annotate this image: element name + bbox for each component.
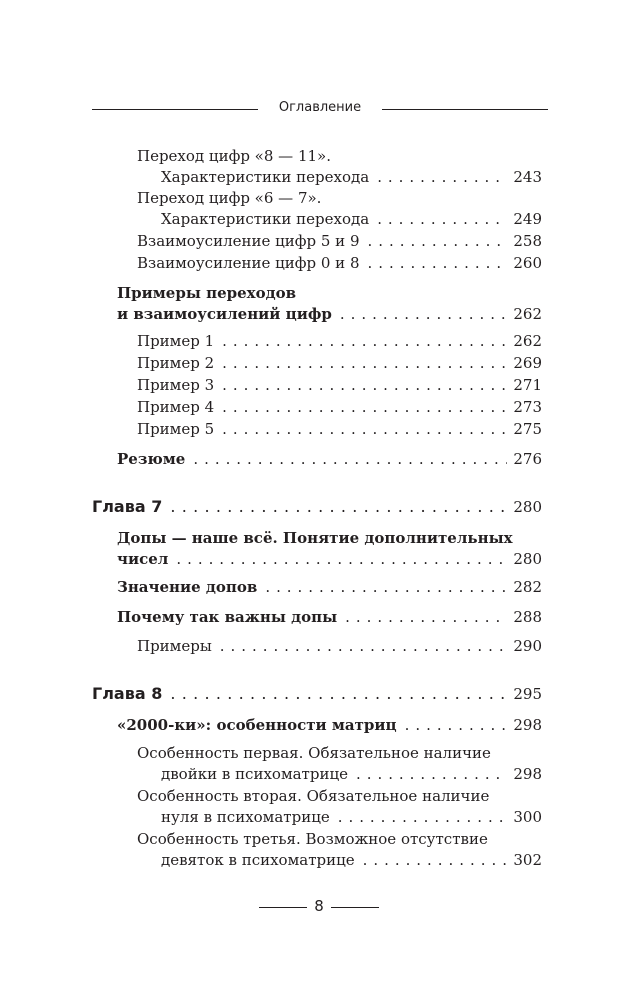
header-rule-right: [382, 109, 548, 110]
toc-entry-page: 269: [513, 354, 542, 372]
toc-entry-line1: Особенность первая. Обязательное наличие: [137, 744, 491, 762]
toc-entry[interactable]: [137, 331, 542, 352]
toc-section[interactable]: [117, 577, 542, 598]
toc-entry[interactable]: [137, 786, 542, 828]
toc-entry[interactable]: [137, 397, 542, 418]
toc-entry-page: 260: [513, 254, 542, 272]
toc-entry[interactable]: [137, 146, 542, 188]
toc-chapter[interactable]: [92, 496, 542, 517]
toc-section[interactable]: [117, 449, 542, 470]
footer-rule-right: [331, 907, 379, 908]
toc-entry-title: Взаимоусиление цифр 5 и 9: [137, 232, 360, 250]
toc-entry-line1: Особенность вторая. Обязательное наличие: [137, 787, 490, 805]
header-title: Оглавление: [278, 100, 362, 115]
leader-dots: [170, 683, 507, 704]
toc-entry-page: 290: [513, 637, 542, 655]
toc-entry-title: Пример 2: [137, 354, 215, 372]
toc-entry-page: 249: [513, 210, 542, 228]
toc-entry-line2: двойки в психоматрице: [161, 765, 348, 783]
toc-section-page: 288: [513, 608, 542, 626]
toc-entry-page: 243: [513, 168, 542, 186]
toc-entry-line2: Характеристики перехода: [161, 210, 370, 228]
toc-section-line2: чисел: [117, 550, 169, 568]
toc-section-line1: Примеры переходов: [117, 284, 297, 302]
toc-section[interactable]: [117, 528, 542, 570]
toc-entry[interactable]: [137, 419, 542, 440]
toc-chapter[interactable]: [92, 683, 542, 704]
toc-entry[interactable]: [137, 253, 542, 274]
leader-dots: [222, 331, 507, 352]
toc-section-title: Резюме: [117, 450, 186, 468]
toc-section-page: 282: [513, 578, 542, 596]
toc-section-title: Почему так важны допы: [117, 608, 338, 626]
toc-chapter-page: 295: [513, 685, 542, 703]
toc-section-page: 262: [513, 305, 542, 323]
leader-dots: [338, 807, 508, 828]
toc-entry-page: 262: [513, 332, 542, 350]
toc-entry[interactable]: [137, 231, 542, 252]
toc-entry-page: 300: [513, 808, 542, 826]
toc-entry-page: 258: [513, 232, 542, 250]
leader-dots: [363, 850, 508, 871]
toc-section[interactable]: [117, 715, 542, 736]
running-header: [92, 99, 548, 119]
toc-section-title: «2000-ки»: особенности матриц: [117, 716, 397, 734]
toc-entry[interactable]: [137, 636, 542, 657]
leader-dots: [222, 353, 507, 374]
toc-entry-line1: Особенность третья. Возможное отсутствие: [137, 830, 488, 848]
toc-entry-page: 302: [513, 851, 542, 869]
toc-section-page: 280: [513, 550, 542, 568]
toc-entry[interactable]: [137, 375, 542, 396]
leader-dots: [222, 397, 507, 418]
toc-entry-page: 298: [513, 765, 542, 783]
toc-entry[interactable]: [137, 743, 542, 785]
toc-entry-title: Примеры: [137, 637, 212, 655]
leader-dots: [356, 764, 507, 785]
toc-section-page: 298: [513, 716, 542, 734]
leader-dots: [176, 549, 507, 570]
toc-section-title: Значение допов: [117, 578, 258, 596]
leader-dots: [222, 375, 507, 396]
toc-entry[interactable]: [137, 188, 542, 230]
page-number: 8: [314, 897, 324, 915]
toc-section-page: 276: [513, 450, 542, 468]
leader-dots: [368, 253, 508, 274]
leader-dots: [265, 577, 507, 598]
toc-chapter-title: Глава 7: [92, 497, 163, 516]
toc-entry-page: 275: [513, 420, 542, 438]
toc-entry-line2: нуля в психоматрице: [161, 808, 330, 826]
leader-dots: [368, 231, 508, 252]
leader-dots: [340, 304, 507, 325]
toc-entry[interactable]: [137, 829, 542, 871]
leader-dots: [220, 636, 508, 657]
toc-entry-line2: девяток в психоматрице: [161, 851, 355, 869]
toc-entry-line2: Характеристики перехода: [161, 168, 370, 186]
page-footer: [259, 897, 379, 917]
leader-dots: [377, 209, 507, 230]
toc-entry-title: Пример 5: [137, 420, 215, 438]
leader-dots: [377, 167, 507, 188]
toc-section-line1: Допы — наше всё. Понятие дополнительных: [117, 529, 513, 547]
toc-chapter-title: Глава 8: [92, 684, 163, 703]
leader-dots: [170, 496, 507, 517]
toc-entry-title: Пример 3: [137, 376, 215, 394]
leader-dots: [193, 449, 507, 470]
toc-chapter-page: 280: [513, 498, 542, 516]
toc-entry-line1: Переход цифр «8 — 11».: [137, 147, 331, 165]
toc-entry-line1: Переход цифр «6 — 7».: [137, 189, 322, 207]
toc-entry-title: Взаимоусиление цифр 0 и 8: [137, 254, 360, 272]
leader-dots: [222, 419, 507, 440]
toc-section-line2: и взаимоусилений цифр: [117, 305, 332, 323]
toc-section[interactable]: [117, 607, 542, 628]
toc-entry-title: Пример 1: [137, 332, 215, 350]
toc-section[interactable]: [117, 283, 542, 325]
toc-entry-page: 271: [513, 376, 542, 394]
toc-entry-title: Пример 4: [137, 398, 215, 416]
leader-dots: [345, 607, 507, 628]
toc-entry-page: 273: [513, 398, 542, 416]
leader-dots: [405, 715, 508, 736]
toc-entry[interactable]: [137, 353, 542, 374]
